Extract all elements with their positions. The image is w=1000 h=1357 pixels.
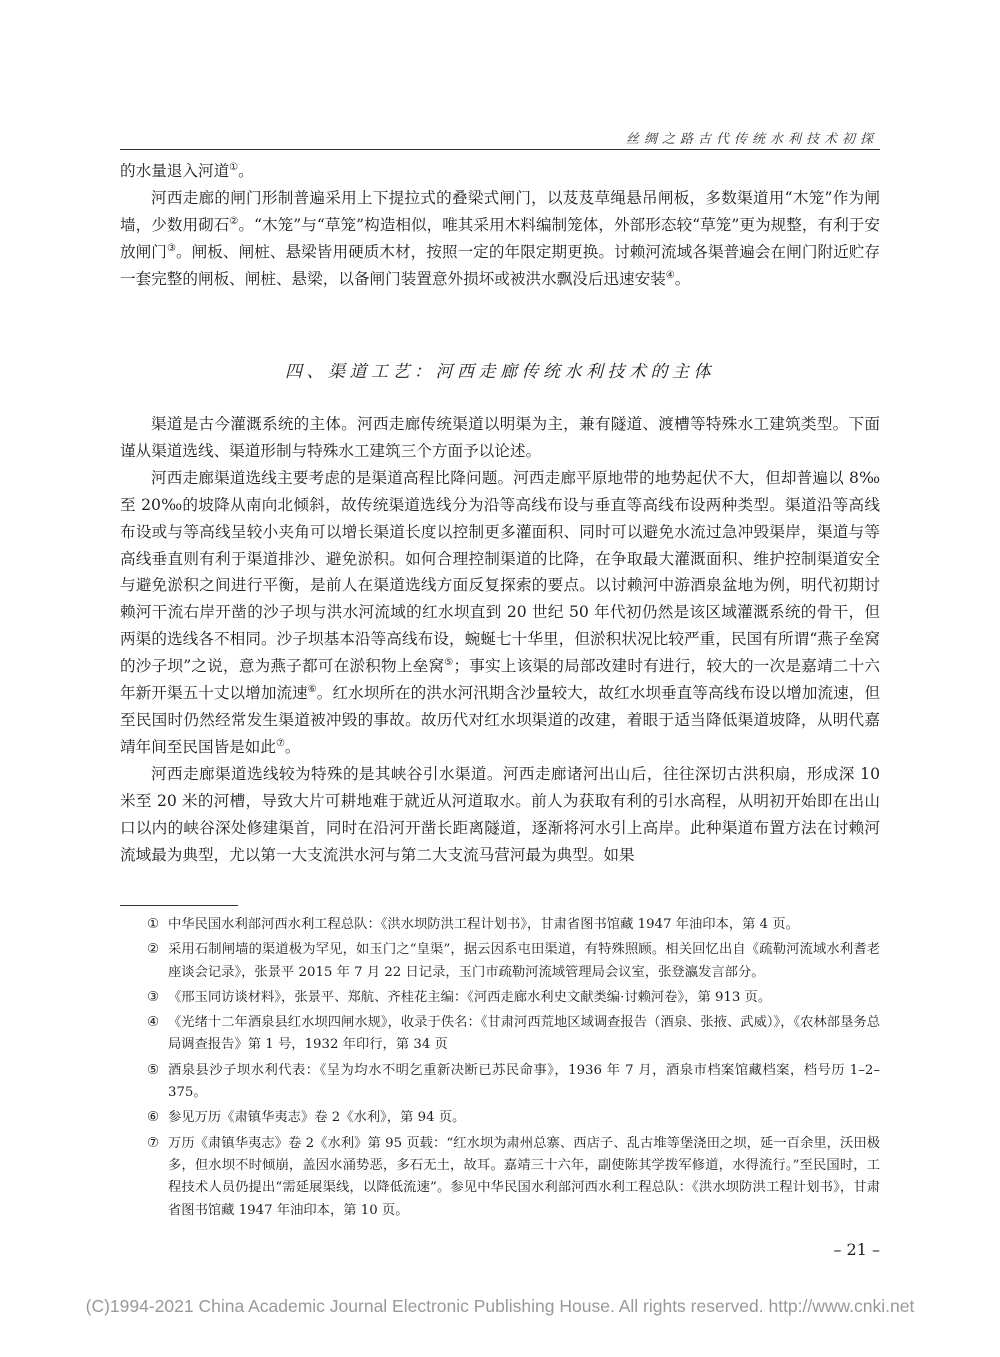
section-heading: 四、渠道工艺：河西走廊传统水利技术的主体 bbox=[285, 362, 715, 382]
footnote-mark: ④ bbox=[147, 1015, 159, 1031]
footnote bbox=[147, 1133, 880, 1222]
paragraph-text: 。“木笼”与“草笼”构造相似，唯其采用木料编制笼体，外部形态较“草笼”更为规整，有利于安放闸门 bbox=[120, 215, 880, 261]
footnote-text: 《光绪十二年酒泉县红水坝四闸水规》，收录于佚名：《甘肃河西荒地区域调查报告（酒泉、张掖、武威）》，《农林部垦务总局调查报告》第 1 号，1932 年印行，第 34 页 bbox=[168, 1015, 880, 1053]
page-number: – 21 – bbox=[833, 1240, 880, 1259]
footnote-text: 中华民国水利部河西水利工程总队：《洪水坝防洪工程计划书》，甘肃省图书馆藏 1947 年油印本，第 4 页。 bbox=[168, 917, 799, 932]
footnote-mark: ⑤ bbox=[147, 1062, 159, 1078]
paragraph-text: 。 bbox=[238, 162, 254, 180]
paragraph-canyon-channels: 河西走廊渠道选线较为特殊的是其峡谷引水渠道。河西走廊诸河出山后，往往深切古洪积扇，形成深 10 米至 20 米的河槽，导致大片可耕地难于就近从河道取水。前人为获取有利的引水高程，从明初开始即在出山口以内的峡谷深处修建渠首，同时在沿河开凿长距离隧道，逐渐将河水引上高岸。此种渠道布置方法在讨赖河流域最为典型，尤以第一大支流洪水河与第二大支流马营河最为典型。如果 bbox=[120, 764, 880, 864]
footnote-mark: ⑥ bbox=[147, 1110, 159, 1126]
copyright-watermark: (C)1994-2021 China Academic Journal Electronic Publishing House. All rights reserved. http://www.cnki.net bbox=[85, 1296, 915, 1316]
paragraph-text: 河西走廊的闸门形制普遍采用上下提拉式的叠梁式闸门，以芨芨草绳悬吊闸板，多数渠道用“木笼”作为闸墙，少数用砌石 bbox=[120, 188, 880, 234]
footnote-mark: ② bbox=[147, 942, 159, 958]
footnote-mark: ① bbox=[147, 917, 159, 932]
paragraph-text: 的水量退入河道 bbox=[120, 162, 230, 180]
running-header-title: 丝绸之路古代传统水利技术初探 bbox=[625, 132, 878, 147]
footnote bbox=[147, 939, 880, 984]
footnote-text: 万历《肃镇华夷志》卷 2《水利》第 95 页载：“红水坝为肃州总寨、西店子、乱古堆等堡浇田之坝，延一百余里，沃田极多，但水坝不时倾崩，盖因水涌势恶，多石无土，故耳。嘉靖三十六年，副使陈其学拨军修道，水得流行。”至民国时，工程技术人员仍提出“需延展渠线，以降低流速”。参见中华民国水利部河西水利工程总队：《洪水坝防洪工程计划书》，甘肃省图书馆藏 1947 年油印本，第 10 页。 bbox=[168, 1135, 880, 1218]
footnote bbox=[147, 1012, 880, 1057]
footnotes bbox=[147, 914, 880, 1225]
footnote bbox=[147, 1107, 880, 1129]
paragraph-text: 。闸板、闸桩、悬梁皆用硬质木材，按照一定的年限定期更换。讨赖河流域各渠普遍会在闸门附近贮存一套完整的闸板、闸桩、悬梁，以备闸门装置意外损坏或被洪水飘没后迅速安装 bbox=[120, 242, 880, 288]
paragraph-continuation bbox=[120, 158, 880, 185]
footnote bbox=[147, 987, 880, 1009]
footnote-ref[interactable]: ⑦ bbox=[275, 737, 285, 749]
footnote-text: 采用石制闸墙的渠道极为罕见，如玉门之“皇渠”，据云因系屯田渠道，有特殊照顾。相关回忆出自《疏勒河流域水利耆老座谈会记录》，张景平 2015 年 7 月 22 日记录，玉门市疏勒河流域管理局会议室，张登瀛发言部分。 bbox=[168, 942, 880, 980]
footnote-text: 参见万历《肃镇华夷志》卷 2《水利》，第 94 页。 bbox=[168, 1110, 466, 1126]
footnote-ref[interactable]: ④ bbox=[665, 269, 675, 281]
paragraph-sluice-gates bbox=[120, 185, 880, 293]
header-rule bbox=[120, 149, 880, 150]
footnote-ref[interactable]: ① bbox=[229, 161, 239, 173]
footnote bbox=[147, 1060, 880, 1105]
footnote-mark: ⑦ bbox=[147, 1135, 159, 1151]
footnote-text: 《邢玉同访谈材料》，张景平、郑航、齐桂花主编：《河西走廊水利史文献类编·讨赖河卷》，第 913 页。 bbox=[168, 989, 772, 1005]
paragraph-intro: 渠道是古今灌溉系统的主体。河西走廊传统渠道以明渠为主，兼有隧道、渡槽等特殊水工建筑类型。下面谨从渠道选线、渠道形制与特殊水工建筑三个方面予以论述。 bbox=[120, 415, 880, 460]
footnote-mark: ③ bbox=[147, 989, 159, 1005]
paragraph-text: 。 bbox=[284, 737, 301, 756]
paragraph-text: ；事实上该渠的局部改建时有进行，较大的一次是嘉靖二十六年新开渠五十丈以增加流速 bbox=[120, 657, 880, 703]
section-body bbox=[120, 411, 880, 868]
paragraph-text: 。 bbox=[674, 269, 691, 288]
running-header bbox=[120, 128, 880, 150]
footnote-ref[interactable]: ③ bbox=[166, 242, 176, 254]
paragraph-text: 。红水坝所在的洪水河汛期含沙量较大，故红水坝垂直等高线布设以增加流速，但至民国时仍然经常发生渠道被冲毁的事故。故历代对红水坝渠道的改建，着眼于适当降低渠道坡降，从明代嘉靖年间至民国皆是如此 bbox=[120, 684, 880, 756]
footnote-ref[interactable]: ⑥ bbox=[307, 683, 317, 695]
footnote bbox=[147, 914, 880, 936]
footnote-rule bbox=[120, 905, 238, 906]
footnote-ref[interactable]: ② bbox=[229, 215, 239, 227]
paragraph-route-selection bbox=[120, 465, 880, 761]
paragraph-text: 河西走廊渠道选线主要考虑的是渠道高程比降问题。河西走廊平原地带的地势起伏不大，但却普遍以 8‰至 20‰的坡降从南向北倾斜，故传统渠道选线分为沿等高线布设与垂直等高线布设两种类型。渠道沿等高线布设或与等高线呈较小夹角可以增长渠道长度以控制更多灌面积、同时可以避免水流过急冲毁渠岸，渠道与等高线垂直则有利于渠道排沙、避免淤积。如何合理控制渠道的比降，在争取最大灌溉面积、维护控制渠道安全与避免淤积之间进行平衡，是前人在渠道选线方面反复探索的要点。以讨赖河中游酒泉盆地为例，明代初期讨赖河干流右岸开凿的沙子坝与洪水河流域的红水坝直到 20 世纪 50 年代初仍然是该区域灌溉系统的骨干，但两渠的选线各不相同。沙子坝基本沿等高线布设，蜿蜒七十华里，但淤积状况比较严重，民国有所谓“燕子垒窝的沙子坝”之说，意为燕子都可在淤积物上垒窝 bbox=[120, 468, 880, 676]
intro-text bbox=[120, 158, 880, 293]
footnote-ref[interactable]: ⑤ bbox=[444, 656, 454, 668]
footnote-text: 酒泉县沙子坝水利代表：《呈为均水不明乞重新决断已苏民命事》，1936 年 7 月，酒泉市档案馆藏档案，档号历 1–2–375。 bbox=[168, 1062, 880, 1101]
